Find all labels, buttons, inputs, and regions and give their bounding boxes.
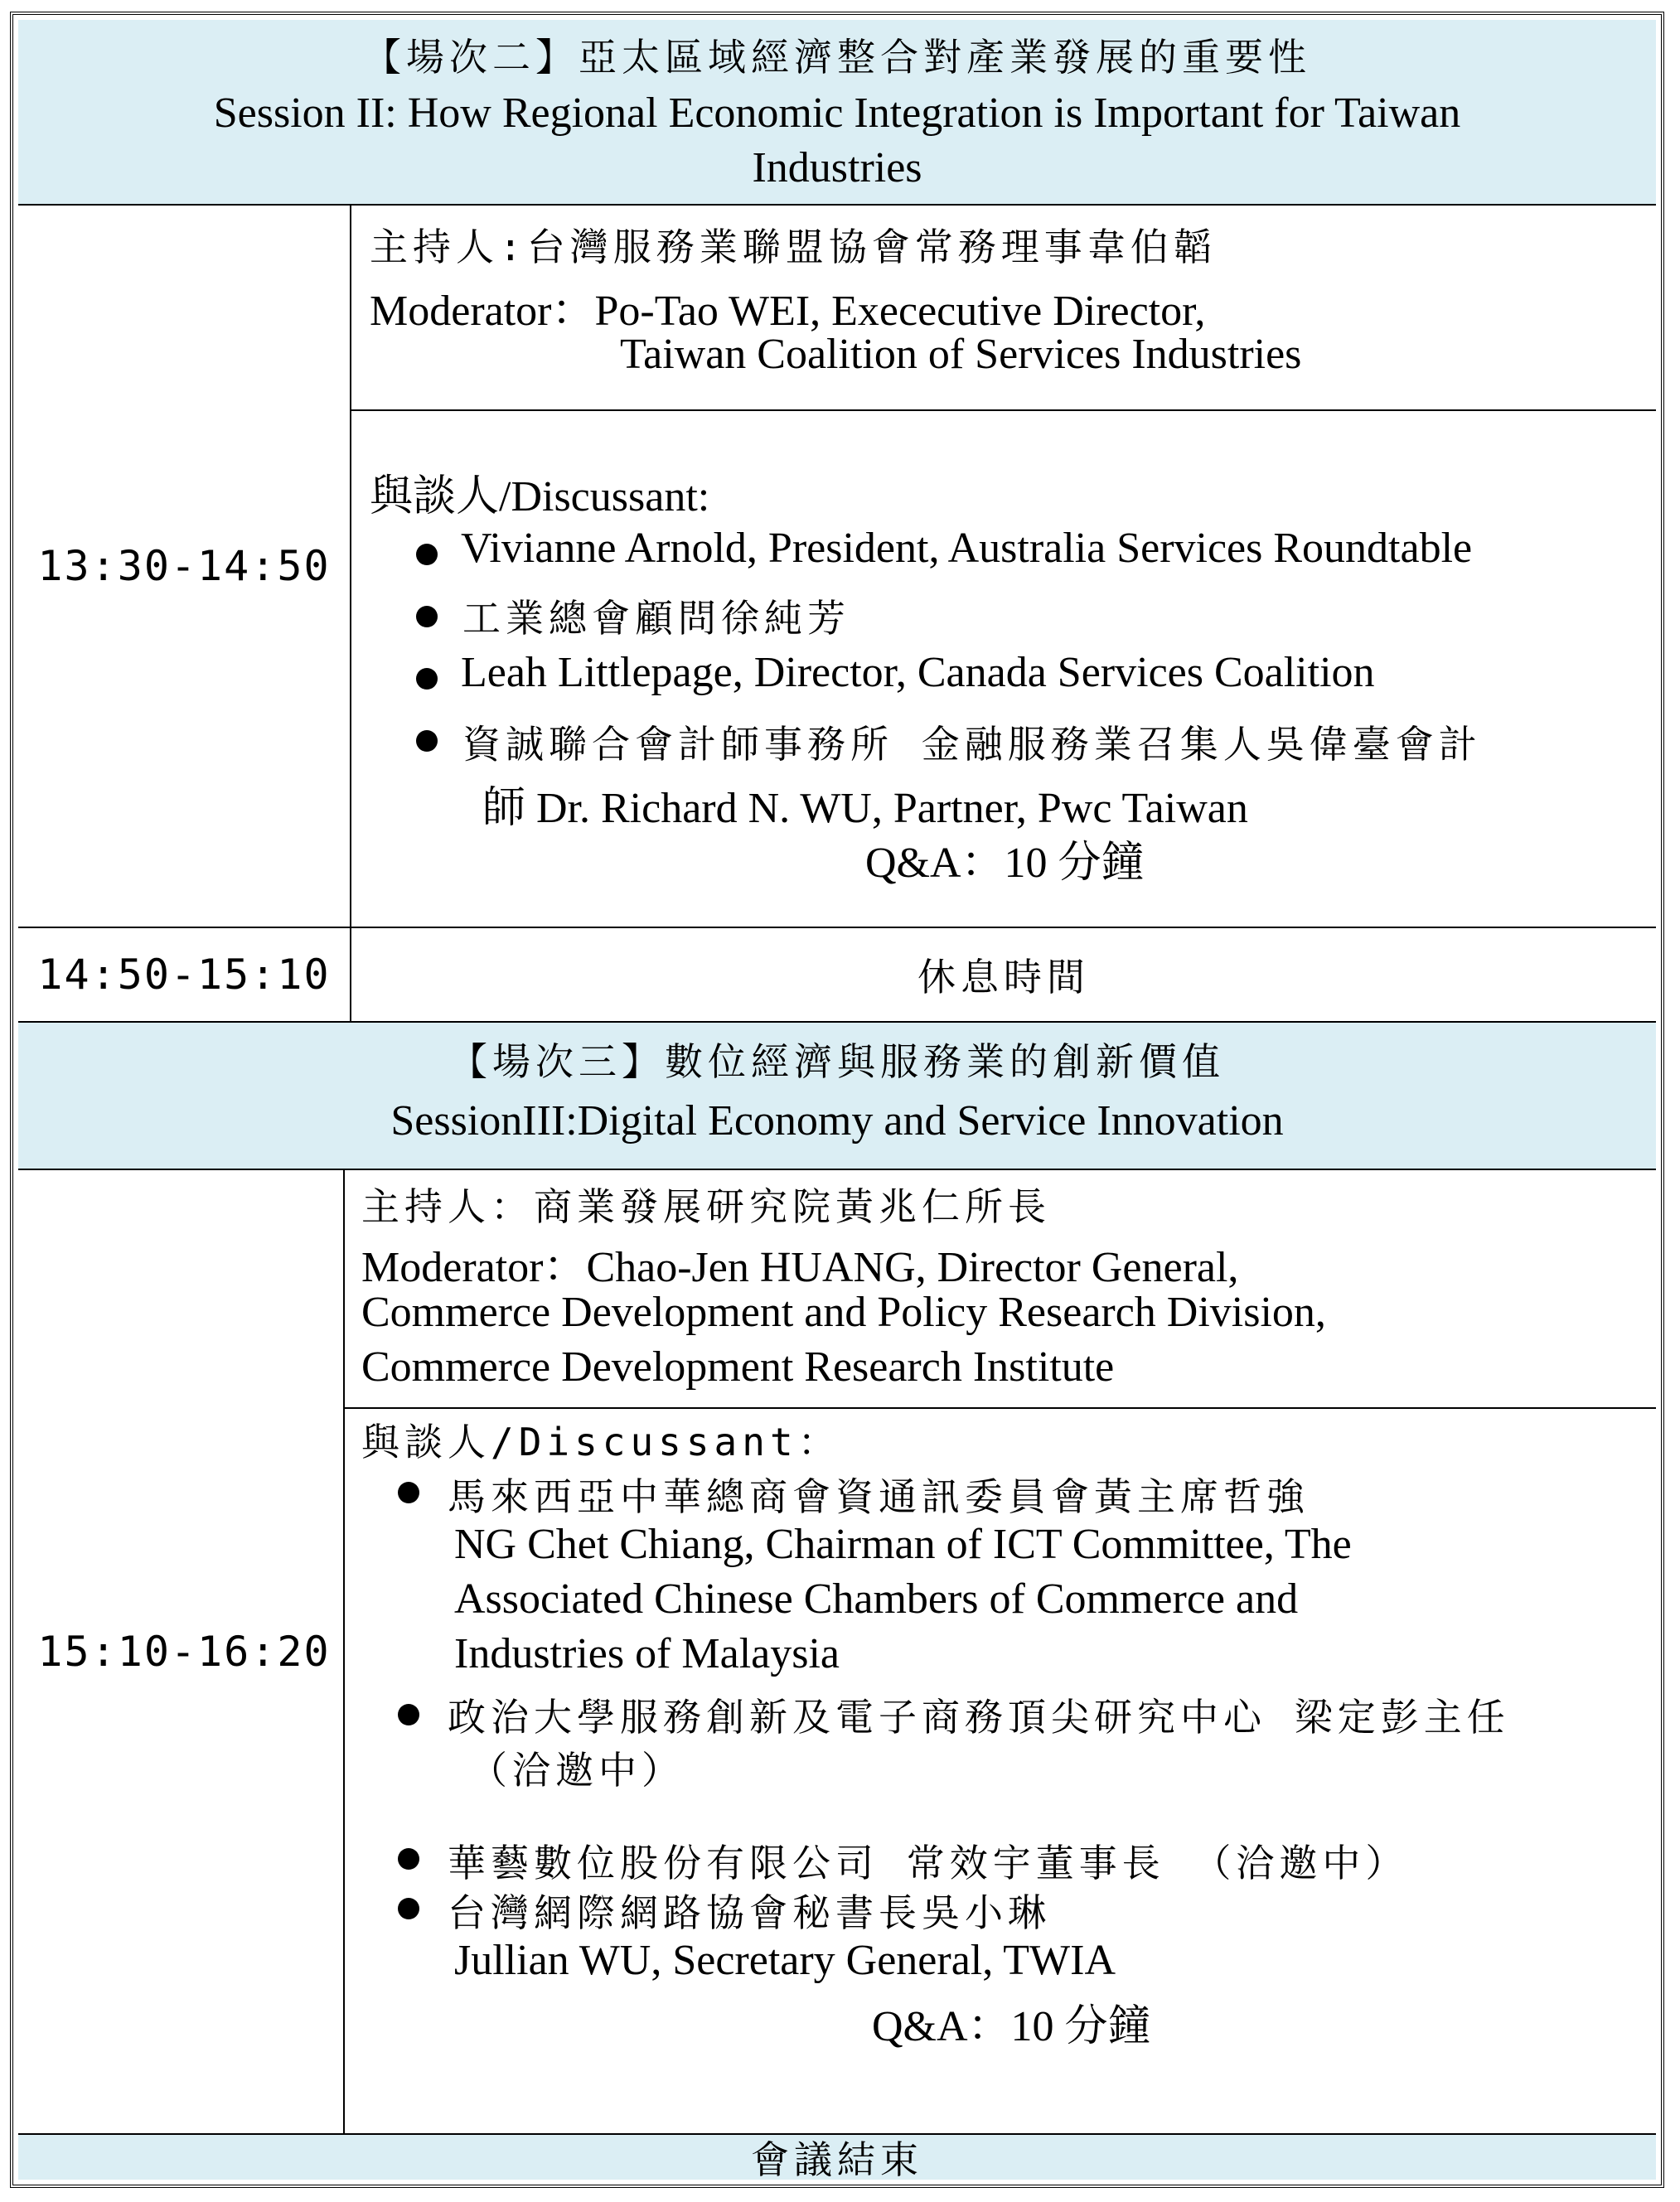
discussant-item: 工業總會顧問徐純芳 xyxy=(462,596,850,641)
bullet-icon xyxy=(398,1898,419,1919)
moderator-en-institute: Commerce Development Research Institute xyxy=(361,1343,1115,1391)
moderator-en: Moderator：Chao-Jen HUANG, Director General, xyxy=(361,1244,1239,1291)
discussant-item-en: NG Chet Chiang, Chairman of ICT Committee, The xyxy=(454,1521,1352,1568)
discussant-item: 政治大學服務創新及電子商務頂尖研究中心 梁定彭主任 xyxy=(448,1695,1510,1740)
closing-label: 會議結束 xyxy=(751,2137,923,2182)
discussant-label: 與談人/Discussant: xyxy=(370,473,710,520)
discussant-item-cont: （洽邀中） xyxy=(469,1748,685,1793)
moderator-en-org: Taiwan Coalition of Services Industries xyxy=(620,331,1302,378)
moderator-cn: 主持人:台灣服務業聯盟協會常務理事韋伯韜 xyxy=(370,225,1217,269)
break-label: 休息時間 xyxy=(917,955,1090,999)
session3-header xyxy=(18,1023,1656,1169)
session3-moderator xyxy=(345,1170,1656,1407)
session3-qa: Q&A：10 分鐘 xyxy=(872,2003,1151,2050)
break-time: 14:50-15:10 xyxy=(37,951,331,999)
discussant-item: 資誠聯合會計師事務所 金融服務業召集人吳偉臺會計 xyxy=(462,722,1482,767)
bullet-icon xyxy=(416,606,438,627)
session2-time: 13:30-14:50 xyxy=(37,542,331,590)
session2-discussants xyxy=(351,411,1656,927)
bullet-icon xyxy=(398,1482,419,1503)
closing-row xyxy=(18,2135,1656,2180)
session3-time: 15:10-16:20 xyxy=(37,1628,331,1676)
discussant-item: Vivianne Arnold, President, Australia Services Roundtable xyxy=(461,525,1473,572)
moderator-en: Moderator：Po-Tao WEI, Exececutive Director, xyxy=(370,288,1206,335)
session2-qa: Q&A：10 分鐘 xyxy=(865,840,1145,887)
bullet-icon xyxy=(398,1848,419,1870)
session2-header xyxy=(18,20,1656,204)
session3-title-en: SessionIII:Digital Economy and Service Innovation xyxy=(390,1097,1284,1145)
discussant-item-en: Industries of Malaysia xyxy=(454,1630,840,1677)
discussant-label: 與談人/Discussant： xyxy=(361,1420,841,1464)
bullet-icon xyxy=(416,668,438,690)
bullet-icon xyxy=(416,544,438,565)
break-cell xyxy=(351,928,1656,1021)
discussant-item-cont: 師 Dr. Richard N. WU, Partner, Pwc Taiwan xyxy=(482,785,1248,832)
session2-title-cn: 【場次二】亞太區域經濟整合對產業發展的重要性 xyxy=(363,35,1311,80)
session2-title-en-cont: Industries xyxy=(752,144,922,191)
bullet-icon xyxy=(416,730,438,752)
moderator-cn: 主持人：商業發展研究院黃兆仁所長 xyxy=(361,1184,1051,1229)
discussant-item: 馬來西亞中華總商會資通訊委員會黃主席哲強 xyxy=(448,1474,1310,1519)
discussant-item-en: Associated Chinese Chambers of Commerce and xyxy=(454,1575,1299,1623)
discussant-item: 台灣網際網路協會秘書長吳小琳 xyxy=(448,1890,1051,1935)
bullet-icon xyxy=(398,1704,419,1725)
discussant-item: Leah Littlepage, Director, Canada Services Coalition xyxy=(461,649,1375,696)
discussant-item: 華藝數位股份有限公司 常效宇董事長 （洽邀中） xyxy=(448,1841,1409,1885)
session3-discussants xyxy=(345,1409,1656,2133)
session3-title-cn: 【場次三】數位經濟與服務業的創新價值 xyxy=(449,1039,1225,1084)
moderator-en-division: Commerce Development and Policy Research Division, xyxy=(361,1289,1326,1336)
session2-title-en: Session II: How Regional Economic Integration is Important for Taiwan xyxy=(213,90,1461,137)
discussant-item-en: Jullian WU, Secretary General, TWIA xyxy=(454,1937,1116,1984)
session2-moderator xyxy=(351,206,1656,409)
agenda-table xyxy=(10,12,1664,2188)
